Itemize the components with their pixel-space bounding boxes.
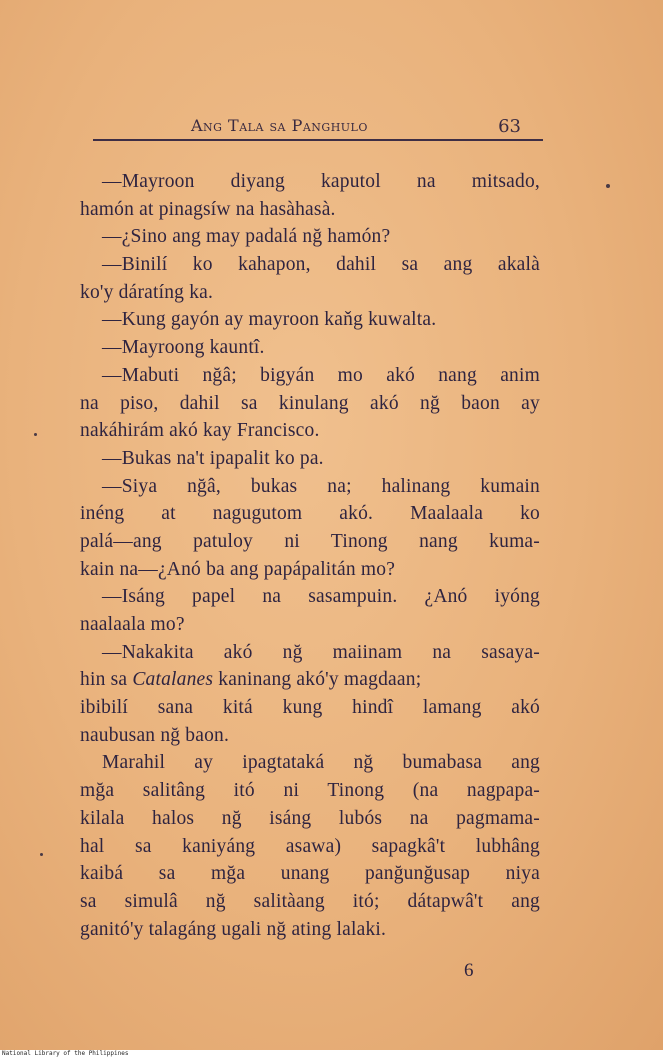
text-line: —Mayroong kauntî.	[102, 337, 265, 359]
signature-mark: 6	[464, 960, 474, 981]
text-fragment: kaninang akó'y magdaan;	[213, 669, 422, 691]
page-header	[93, 116, 543, 140]
attribution-text: National Library of the Philippines	[2, 1050, 129, 1057]
text-line: —Mayroon diyang kaputol na mitsado,	[102, 171, 540, 192]
italic-term: Catalanes	[132, 669, 214, 691]
text-line: na piso, dahil sa kinulang akó nğ baon ay	[80, 392, 540, 414]
text-line: —Bukas na't ipapalit ko pa.	[102, 447, 324, 469]
attribution-strip	[0, 1050, 663, 1058]
text-line: ganitó'y talagáng ugali nğ ating lalaki.	[80, 918, 387, 940]
paper-speck	[34, 433, 37, 436]
text-line: kain na—¿Anó ba ang papápalitán mo?	[80, 558, 396, 580]
text-line: mğa salitâng itó ni Tinong (na nagpapa-	[80, 780, 540, 802]
paper-speck	[40, 853, 43, 856]
text-line: ibibilí sana kitá kung hindî lamang akó	[80, 697, 540, 719]
body-text	[80, 168, 540, 943]
text-line: —Kung gayón ay mayroon kaňg kuwalta.	[102, 309, 437, 331]
header-rule	[93, 139, 543, 141]
text-line: hamón at pinagsíw na hasàhasà.	[80, 198, 336, 220]
text-line: kaibá sa mğa unang panğunğusap niya	[80, 863, 540, 885]
text-line: naalaala mo?	[80, 614, 185, 635]
text-line: —Nakakita akó nğ maiinam na sasaya-	[102, 641, 540, 663]
text-fragment: hin sa	[80, 669, 133, 691]
text-line: inéng at nagugutom akó. Maalaala ko	[80, 503, 540, 525]
text-line: palá—ang patuloy ni Tinong nang kuma-	[80, 530, 540, 552]
text-line: ko'y dáratíng ka.	[80, 281, 214, 303]
text-line: naubusan nğ baon.	[80, 724, 230, 746]
text-line: —¿Sino ang may padalá nğ hamón?	[102, 226, 391, 248]
text-line	[80, 666, 540, 694]
text-line: Marahil ay ipagtatаká nğ bumabasa ang	[102, 752, 540, 774]
text-line: —Mabuti nğâ; bigyán mo akó nang anim	[102, 364, 540, 386]
paper-speck	[606, 184, 610, 188]
text-line: —Binilí ko kahapon, dahil sa ang akalà	[102, 254, 540, 276]
running-head: Ang Tala sa Panghulo	[191, 116, 368, 135]
text-line: nakáhirám akó kay Francisco.	[80, 420, 320, 442]
text-line: —Isáng papel na sasampuin. ¿Anó iyóng	[102, 586, 540, 608]
page-number: 63	[498, 116, 521, 137]
text-line: sa simulâ nğ salitàang itó; dátapwâ't ang	[80, 890, 540, 912]
text-line: —Siya nğâ, bukas na; halinang kumain	[102, 475, 540, 497]
text-line: kilala halos nğ isáng lubós na pagmama-	[80, 807, 540, 829]
text-line: hal sa kaniyáng asawa) sapagkâ't lubhâng	[80, 835, 540, 857]
